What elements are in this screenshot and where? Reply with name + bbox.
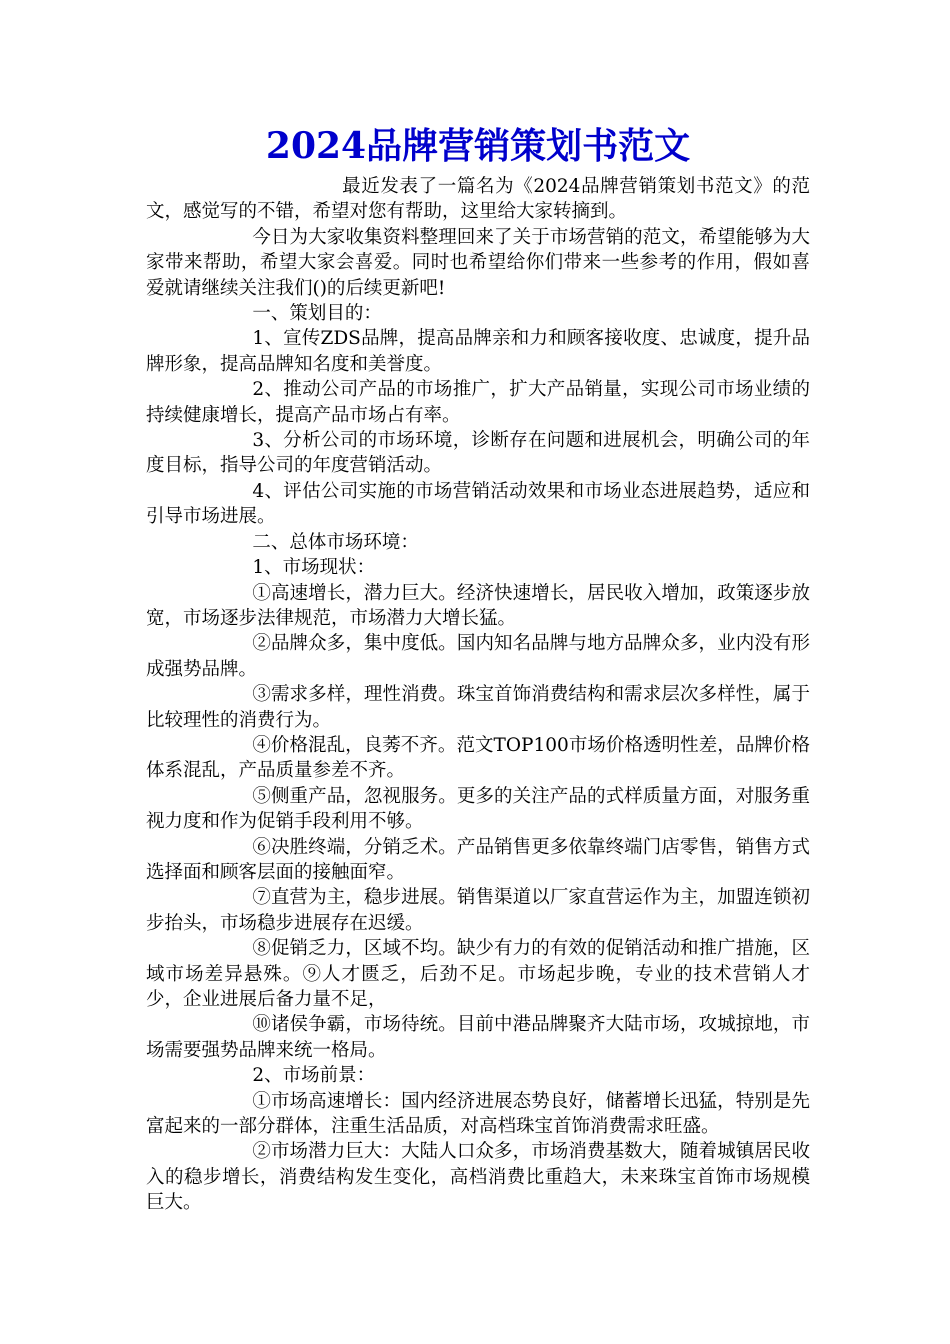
paragraph-item: ⑧促销乏力，区域不均。缺少有力的有效的促销活动和推广措施，区域市场差异悬殊。⑨人才匮乏，后劲不足。市场起步晚，专业的技术营销人才少，企业进展后备力量不足，: [146, 938, 810, 1010]
paragraph-item: ②品牌众多，集中度低。国内知名品牌与地方品牌众多，业内没有形成强势品牌。: [146, 633, 810, 680]
paragraph-item: ⑦直营为主，稳步进展。销售渠道以厂家直营运作为主，加盟连锁初步抬头，市场稳步进展存在迟缓。: [146, 887, 810, 934]
paragraph-item: ③需求多样，理性消费。珠宝首饰消费结构和需求层次多样性，属于比较理性的消费行为。: [146, 684, 810, 731]
paragraph-heading: 二、总体市场环境：: [252, 531, 419, 553]
document-body: [146, 174, 810, 1216]
document-page: [146, 122, 810, 1216]
paragraph-item: 4、评估公司实施的市场营销活动效果和市场业态进展趋势，适应和引导市场进展。: [146, 480, 810, 528]
paragraph-item: 2、推动公司产品的市场推广，扩大产品销量，实现公司市场业绩的持续健康增长，提高产品市场占有率。: [146, 379, 810, 426]
paragraph-item: ⑥决胜终端，分销乏术。产品销售更多依靠终端门店零售，销售方式选择面和顾客层面的接触面窄。: [146, 836, 810, 883]
paragraph-heading: 一、策划目的：: [252, 303, 382, 325]
document-title: 2024品牌营销策划书范文: [265, 125, 691, 167]
paragraph-item: ④价格混乱，良莠不齐。范文TOP100市场价格透明性差，品牌价格体系混乱，产品质量参差不齐。: [146, 734, 810, 782]
paragraph-item: ①高速增长，潜力巨大。经济快速增长，居民收入增加，政策逐步放宽，市场逐步法律规范，市场潜力大增长猛。: [146, 582, 810, 629]
paragraph-subheading: 2、市场前景：: [252, 1065, 376, 1087]
paragraph-item: ⑤侧重产品，忽视服务。更多的关注产品的式样质量方面，对服务重视力度和作为促销手段利用不够。: [146, 785, 810, 833]
paragraph-intro: 最近发表了一篇名为《2024品牌营销策划书范文》的范文，感觉写的不错，希望对您有帮助，这里给大家转摘到。: [146, 176, 810, 223]
paragraph-item: ⑩诸侯争霸，市场待统。目前中港品牌聚齐大陆市场，攻城掠地，市场需要强势品牌来统一格局。: [146, 1014, 810, 1061]
paragraph-item: 1、宣传ZDS品牌，提高品牌亲和力和顾客接收度、忠诚度，提升品牌形象，提高品牌知名度和美誉度。: [146, 328, 810, 375]
paragraph-item: ①市场高速增长：国内经济进展态势良好，储蓄增长迅猛，特别是先富起来的一部分群体，注重生活品质，对高档珠宝首饰消费需求旺盛。: [146, 1090, 810, 1138]
paragraph-item: 今日为大家收集资料整理回来了关于市场营销的范文，希望能够为大家带来帮助，希望大家会喜爱。同时也希望给你们带来一些参考的作用，假如喜爱就请继续关注我们()的后续更新吧!: [146, 226, 810, 299]
paragraph-item: ②市场潜力巨大：大陆人口众多，市场消费基数大，随着城镇居民收入的稳步增长，消费结构发生变化，高档消费比重趋大，未来珠宝首饰市场规模巨大。: [146, 1141, 810, 1214]
paragraph-subheading: 1、市场现状：: [252, 557, 376, 579]
paragraph-item: 3、分析公司的市场环境，诊断存在问题和进展机会，明确公司的年度目标，指导公司的年度营销活动。: [146, 430, 810, 477]
